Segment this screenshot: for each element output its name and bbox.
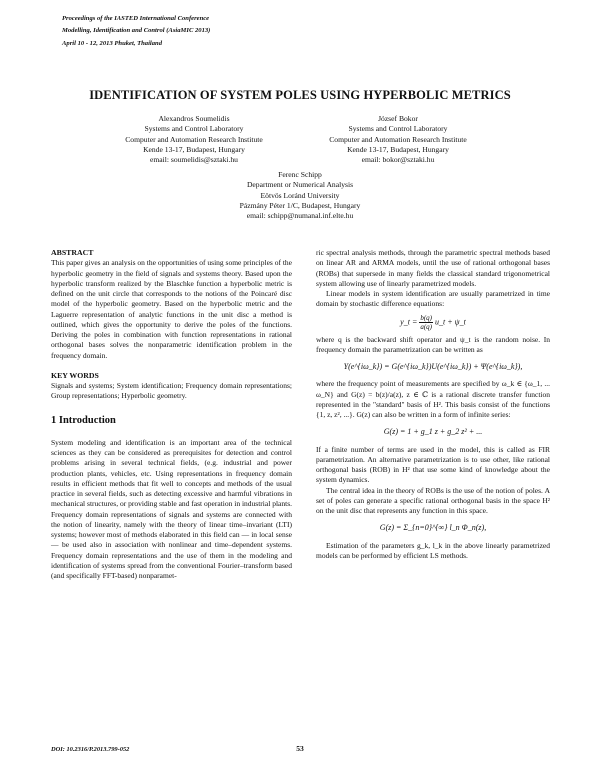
author-email: email: bokor@sztaki.hu [361,155,435,165]
conference-header-line2: Modelling, Identification and Control (AsiaMIC 2013) [62,27,211,34]
equation-1-lhs: y_t = [400,316,418,326]
author-block-1 [108,114,280,165]
equation-1 [316,314,550,331]
conference-header-line1: Proceedings of the IASTED International Conference [62,15,210,22]
paragraph: where q is the backward shift operator and ψ_t is the random noise. In frequency domain the parametrization can be written as [316,334,550,354]
equation-1-rhs: u_t + ψ_t [435,316,466,326]
author-email: email: schipp@numanal.inf.elte.hu [246,211,354,221]
author-affiliation: Eötvös Loránd University [260,190,340,200]
abstract-text: This paper gives an analysis on the opportunities of using some principles of the hyperbolic geometry in the field of signals and systems theory. Based upon the hyperbolic transform realized by the Blaschke function a hyperbolic metric is defined on the unit circle that corresponds to the notions of the Poincaré disc model of the hyperbolic geometry. Based on the hyperbolic metric and the Laguerre representation of analytic functions in the unit disc a method is outlined, which gives the opportunity to derive the poles of the functions. Deriving the poles in combination with function representations in rational orthogonal bases solves the nonparametric identification problem in the frequency domain. [51,258,292,360]
paragraph: The central idea in the theory of ROBs is the use of the notion of poles. A set of poles can generate a specific rational orthogonal basis in the space H² on the unit disc that represents any function in this space. [316,485,550,515]
paper-title: IDENTIFICATION OF SYSTEM POLES USING HYPERBOLIC METRICS [89,88,511,102]
author-address: Kende 13-17, Budapest, Hungary [143,144,245,154]
right-column [316,248,550,561]
author-address: Kende 13-17, Budapest, Hungary [347,144,449,154]
author-block-3 [200,170,400,221]
paragraph: Linear models in system identification are usually parametrized in time domain by stochastic difference equations: [316,289,550,309]
author-affiliation: Systems and Control Laboratory [144,124,244,134]
equation-4: G(z) = Σ_{n=0}^{∞} l_n Φ_n(z), [379,523,487,533]
paragraph: ric spectral analysis methods, through the parametric spectral methods based on linear AR and ARMA models, until the use of rational orthogonal bases (ROBs) that supersede in many fields the classical standard trigonometrical system allowing use of linearly parametrized models. [316,248,550,288]
equation-2: Y(e^{iω_k}) = G(e^{iω_k})U(e^{iω_k}) + Ψ(e^{iω_k}), [343,362,523,371]
section-1-text: System modeling and identification is an important area of the technical sciences as they can be considered as prerequisites for detection and control problems arising in several technical fields, (e.g. industrial and power production plants, vehicles, etc. Using representations in frequency domain results in efficient methods that fit well to concepts and methods of the usual practice in several fields, such as detecting excessive and harmful vibrations in mechanical structures, or providing stable and fast operation in industrial plants. Frequency domain representations of signals and systems are connected with the notion of linearity, namely with the theory of linear time–invariant (LTI) systems; however most of methods elaborated in this field can — in local sense — be used also in association with nonlinear and time–dependent systems. Frequency domain representations and the use of them in the modeling and identification of systems spread from the conventional Fourier–transform based (and specifically FFT-based) nonparamet- [51,437,292,580]
author-affiliation: Systems and Control Laboratory [348,124,448,134]
equation-1-numerator: b(q) [420,313,433,322]
page-number: 53 [296,744,304,753]
paragraph: If a finite number of terms are used in the model, this is called as FIR parametrization. An alternative parametrization is to use other, like rational orthogonal basis (ROB) in H² that use some kind of knowledge about the system dynamics. [316,444,550,485]
author-email: email: soumelidis@sztaki.hu [150,155,238,165]
section-1-heading: 1 Introduction [51,414,116,426]
author-name: Ferenc Schipp [278,170,322,179]
author-name: József Bokor [378,114,418,123]
equation-1-fraction [419,314,433,331]
abstract-heading: ABSTRACT [51,248,94,257]
paragraph: Estimation of the parameters g_k, l_k in the above linearly parametrized models can be performed by efficient LS methods. [316,540,550,560]
paragraph: where the frequency point of measurements are specified by ω_k ∈ {ω_1, ... ω_N} and G(z) = b(z)/a(z), z ∈ ℂ is a rational discrete transfer function represented in the "standard" basis of H². This basis consist of the functions {1, z, z², ...}. G(z) can also be written in a form of infinite series: [316,379,550,419]
equation-3: G(z) = 1 + g_1 z + g_2 z² + ... [383,427,483,437]
author-block-2 [312,114,484,165]
equation-1-denominator: a(q) [420,322,433,331]
author-address: Pázmány Péter 1/C, Budapest, Hungary [239,200,361,210]
doi-footer: DOI: 10.2316/P.2013.799-052 [51,746,130,753]
author-affiliation: Department or Numerical Analysis [246,180,354,190]
keywords-text: Signals and systems; System identification; Frequency domain representations; Group representations; Hyperbolic geometry. [51,381,292,401]
author-name: Alexandros Soumelidis [158,114,230,123]
conference-header-line3: April 10 - 12, 2013 Phuket, Thailand [62,40,163,47]
author-affiliation: Computer and Automation Research Institute [125,134,263,144]
author-affiliation: Computer and Automation Research Institute [329,134,467,144]
keywords-heading: KEY WORDS [51,370,99,380]
left-column [51,248,292,581]
